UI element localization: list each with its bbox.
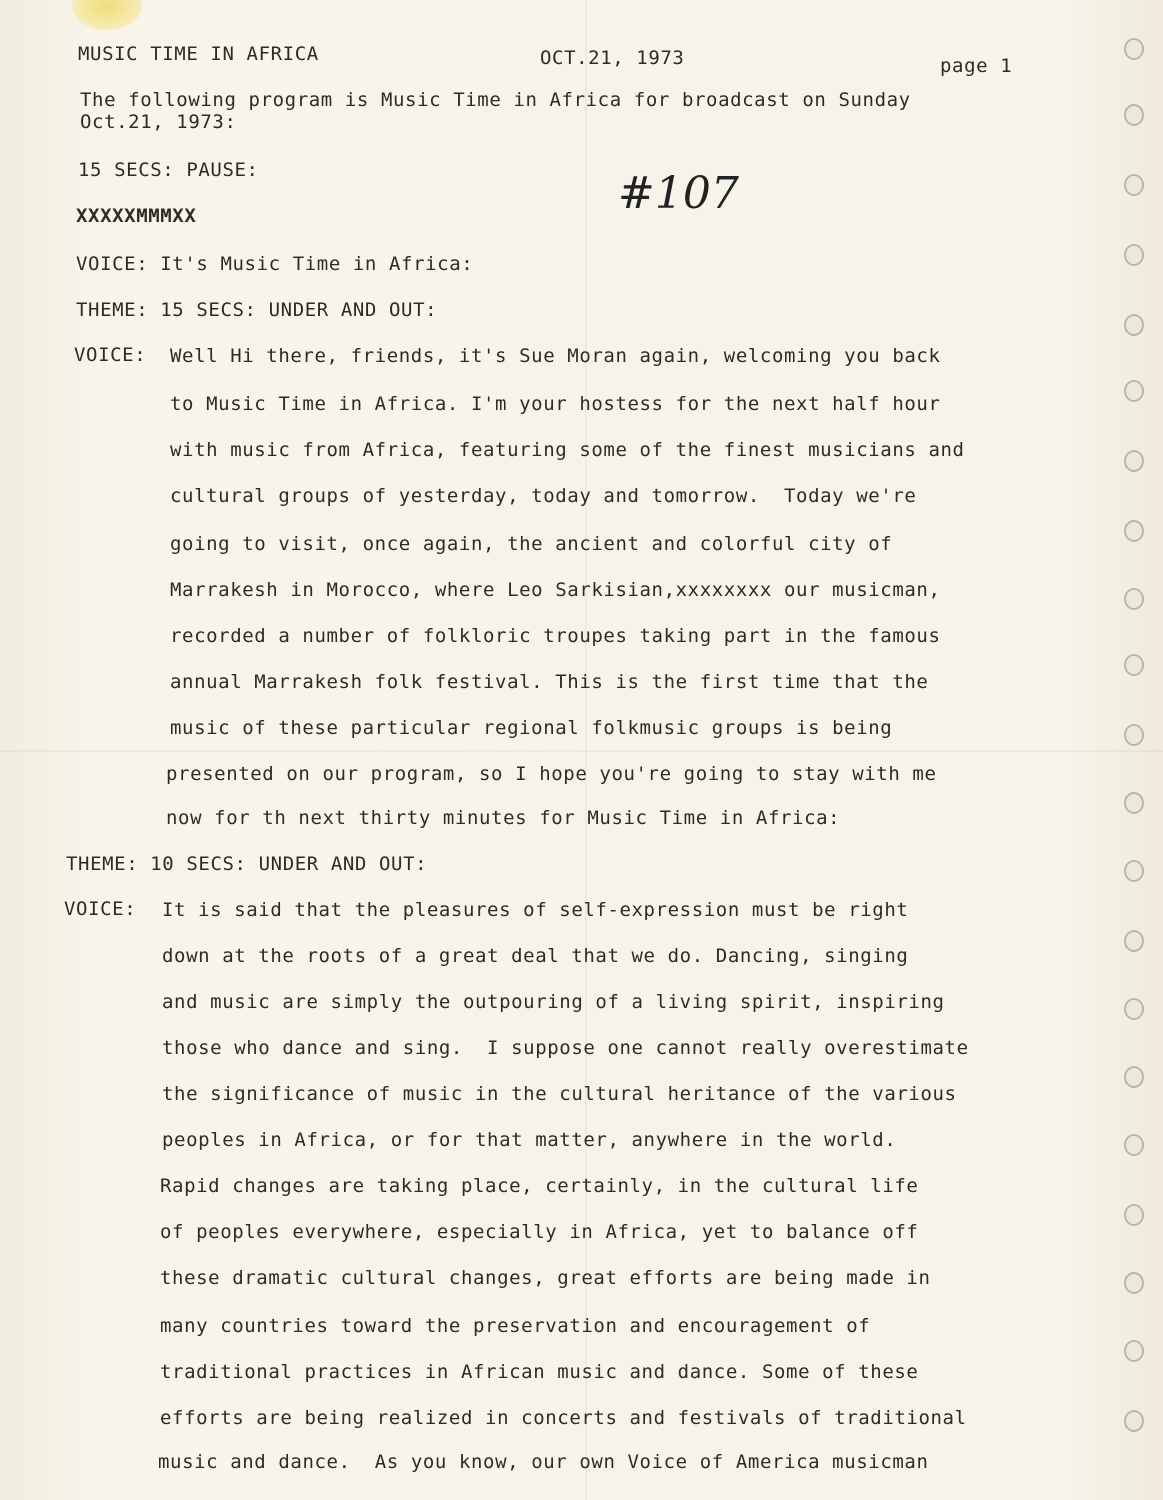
punch-hole (1124, 314, 1144, 336)
punch-hole (1124, 588, 1144, 610)
script-line: cultural groups of yesterday, today and tomorrow. Today we're (170, 485, 917, 507)
page-number: page 1 (940, 55, 1013, 77)
theme-cue: THEME: 15 SECS: UNDER AND OUT: (76, 299, 438, 321)
intro-line: The following program is Music Time in Africa for broadcast on Sunday (80, 89, 911, 111)
script-line: going to visit, once again, the ancient and colorful city of (170, 533, 893, 555)
punch-hole (1124, 930, 1144, 952)
punch-hole (1124, 104, 1144, 126)
script-line: music and dance. As you know, our own Voice of America musicman (158, 1451, 929, 1473)
voice-label: VOICE: (74, 344, 147, 366)
punch-hole (1124, 380, 1144, 402)
script-line: music of these particular regional folkmusic groups is being (170, 717, 893, 739)
punch-hole (1124, 1272, 1144, 1294)
script-line: efforts are being realized in concerts and festivals of traditional (160, 1407, 967, 1429)
script-line: traditional practices in African music and dance. Some of these (160, 1361, 919, 1383)
punch-hole (1124, 1340, 1144, 1362)
script-line: these dramatic cultural changes, great efforts are being made in (160, 1267, 931, 1289)
script-line: the significance of music in the cultural heritance of the various (162, 1083, 957, 1105)
script-line: presented on our program, so I hope you're going to stay with me (166, 763, 937, 785)
voice-label: VOICE: (64, 898, 137, 920)
struck-out-text: XXXXXMMMXX (76, 205, 197, 227)
broadcast-date: OCT.21, 1973 (540, 47, 685, 69)
script-line: to Music Time in Africa. I'm your hostess for the next half hour (170, 393, 941, 415)
punch-hole (1124, 244, 1144, 266)
punch-hole (1124, 1066, 1144, 1088)
script-line: now for th next thirty minutes for Music Time in Africa: (166, 807, 841, 829)
script-line: down at the roots of a great deal that we do. Dancing, singing (162, 945, 909, 967)
program-title: MUSIC TIME IN AFRICA (78, 43, 319, 65)
script-line: Well Hi there, friends, it's Sue Moran again, welcoming you back (170, 345, 941, 367)
script-line: those who dance and sing. I suppose one cannot really overestimate (162, 1037, 969, 1059)
punch-hole (1124, 1410, 1144, 1432)
punch-hole (1124, 792, 1144, 814)
punch-hole (1124, 998, 1144, 1020)
script-line: Marrakesh in Morocco, where Leo Sarkisian,xxxxxxxx our musicman, (170, 579, 941, 601)
handwritten-number: #107 (618, 168, 739, 219)
punch-hole (1124, 654, 1144, 676)
script-line: of peoples everywhere, especially in Africa, yet to balance off (160, 1221, 919, 1243)
script-line: with music from Africa, featuring some of the finest musicians and (170, 439, 965, 461)
script-line: peoples in Africa, or for that matter, anywhere in the world. (162, 1129, 897, 1151)
punch-hole (1124, 450, 1144, 472)
theme-cue: THEME: 10 SECS: UNDER AND OUT: (66, 853, 428, 875)
punch-hole (1124, 724, 1144, 746)
punch-hole (1124, 174, 1144, 196)
punch-hole (1124, 520, 1144, 542)
script-line: many countries toward the preservation and encouragement of (160, 1315, 871, 1337)
tape-stain (72, 0, 142, 30)
pause-cue: 15 SECS: PAUSE: (78, 159, 259, 181)
punch-hole (1124, 1134, 1144, 1156)
voice-cue: VOICE: It's Music Time in Africa: (76, 253, 474, 275)
script-line: Rapid changes are taking place, certainly, in the cultural life (160, 1175, 919, 1197)
punch-hole (1124, 860, 1144, 882)
fold-crease-horizontal (0, 750, 1163, 752)
script-line: It is said that the pleasures of self-expression must be right (162, 899, 909, 921)
intro-line: Oct.21, 1973: (80, 111, 237, 133)
punch-hole (1124, 38, 1144, 60)
script-line: recorded a number of folkloric troupes taking part in the famous (170, 625, 941, 647)
punch-hole (1124, 1204, 1144, 1226)
script-line: and music are simply the outpouring of a living spirit, inspiring (162, 991, 945, 1013)
script-line: annual Marrakesh folk festival. This is the first time that the (170, 671, 929, 693)
